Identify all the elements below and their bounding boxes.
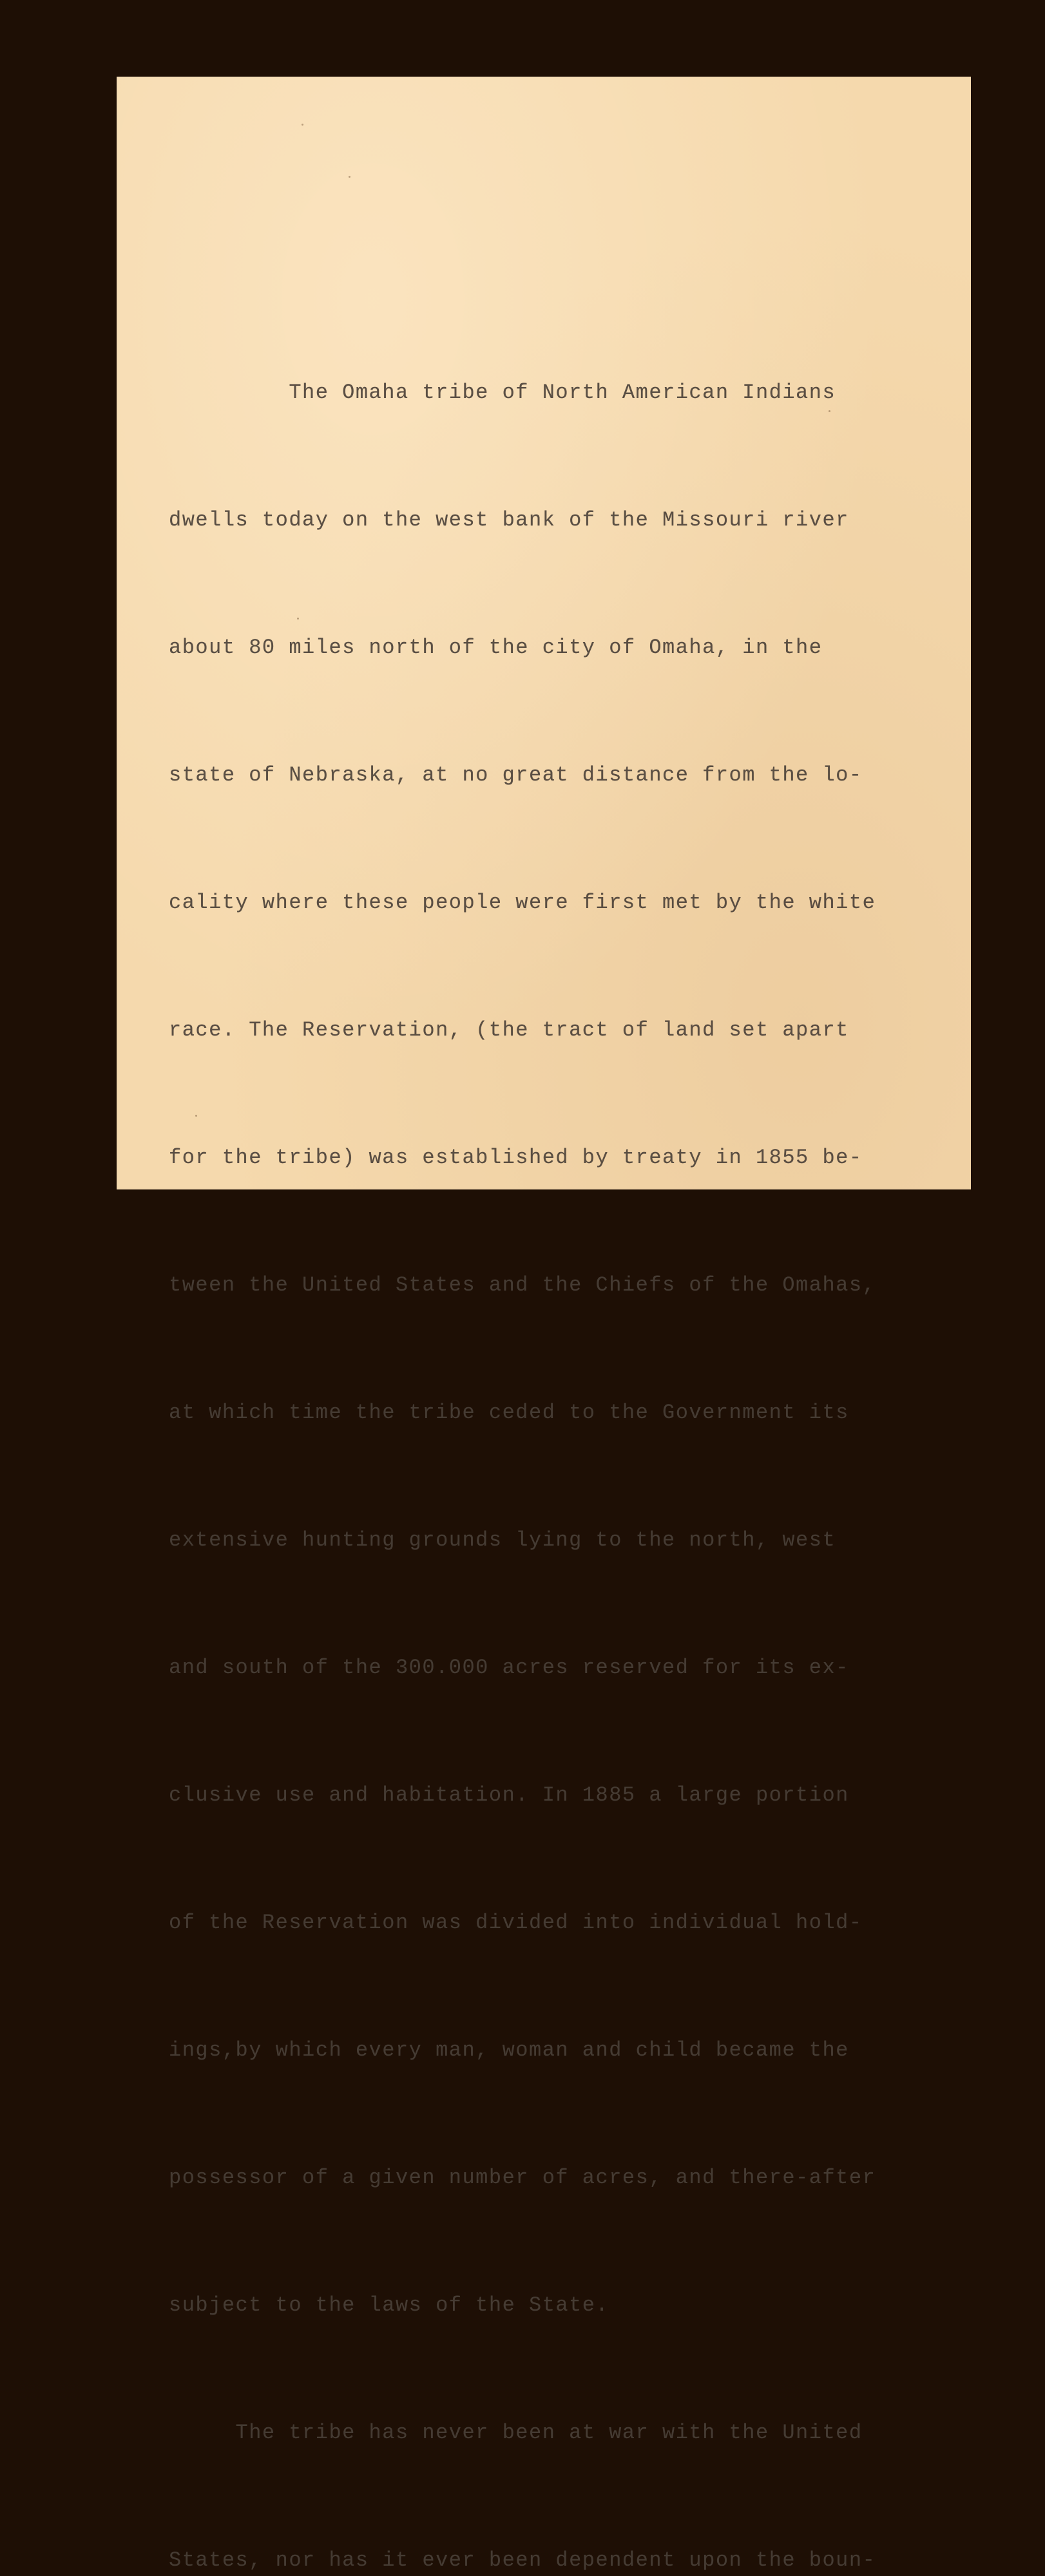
text-line: state of Nebraska, at no great distance from the lo- bbox=[169, 763, 863, 787]
text-line: possessor of a given number of acres, and there-after bbox=[169, 2166, 876, 2190]
text-line: and south of the 300.000 acres reserved for its ex- bbox=[169, 1656, 849, 1680]
text-line: of the Reservation was divided into individual hold- bbox=[169, 1911, 863, 1935]
text-line: subject to the laws of the State. bbox=[169, 2293, 609, 2317]
text-line: cality where these people were first met by the white bbox=[169, 891, 876, 914]
text-line: at which time the tribe ceded to the Government its bbox=[169, 1401, 849, 1425]
text-line: ings,by which every man, woman and child became the bbox=[169, 2038, 849, 2062]
paper-speck bbox=[302, 124, 303, 126]
paper-speck bbox=[349, 176, 350, 178]
text-line: race. The Reservation, (the tract of land set apart bbox=[169, 1018, 849, 1042]
text-line: clusive use and habitation. In 1885 a large portion bbox=[169, 1783, 849, 1807]
text-line: States, nor has it ever been dependent upon the boun- bbox=[169, 2548, 876, 2572]
text-line: tween the United States and the Chiefs of the Omahas, bbox=[169, 1273, 876, 1297]
text-line: extensive hunting grounds lying to the north, west bbox=[169, 1528, 836, 1552]
typed-body-text bbox=[169, 287, 876, 2576]
text-line: The tribe has never been at war with the United bbox=[169, 2421, 863, 2445]
text-line: for the tribe) was established by treaty in 1855 be- bbox=[169, 1146, 863, 1170]
text-line: dwells today on the west bank of the Missouri river bbox=[169, 508, 849, 532]
text-line: The Omaha tribe of North American Indians bbox=[169, 381, 836, 404]
text-line: about 80 miles north of the city of Omaha, in the bbox=[169, 636, 823, 659]
